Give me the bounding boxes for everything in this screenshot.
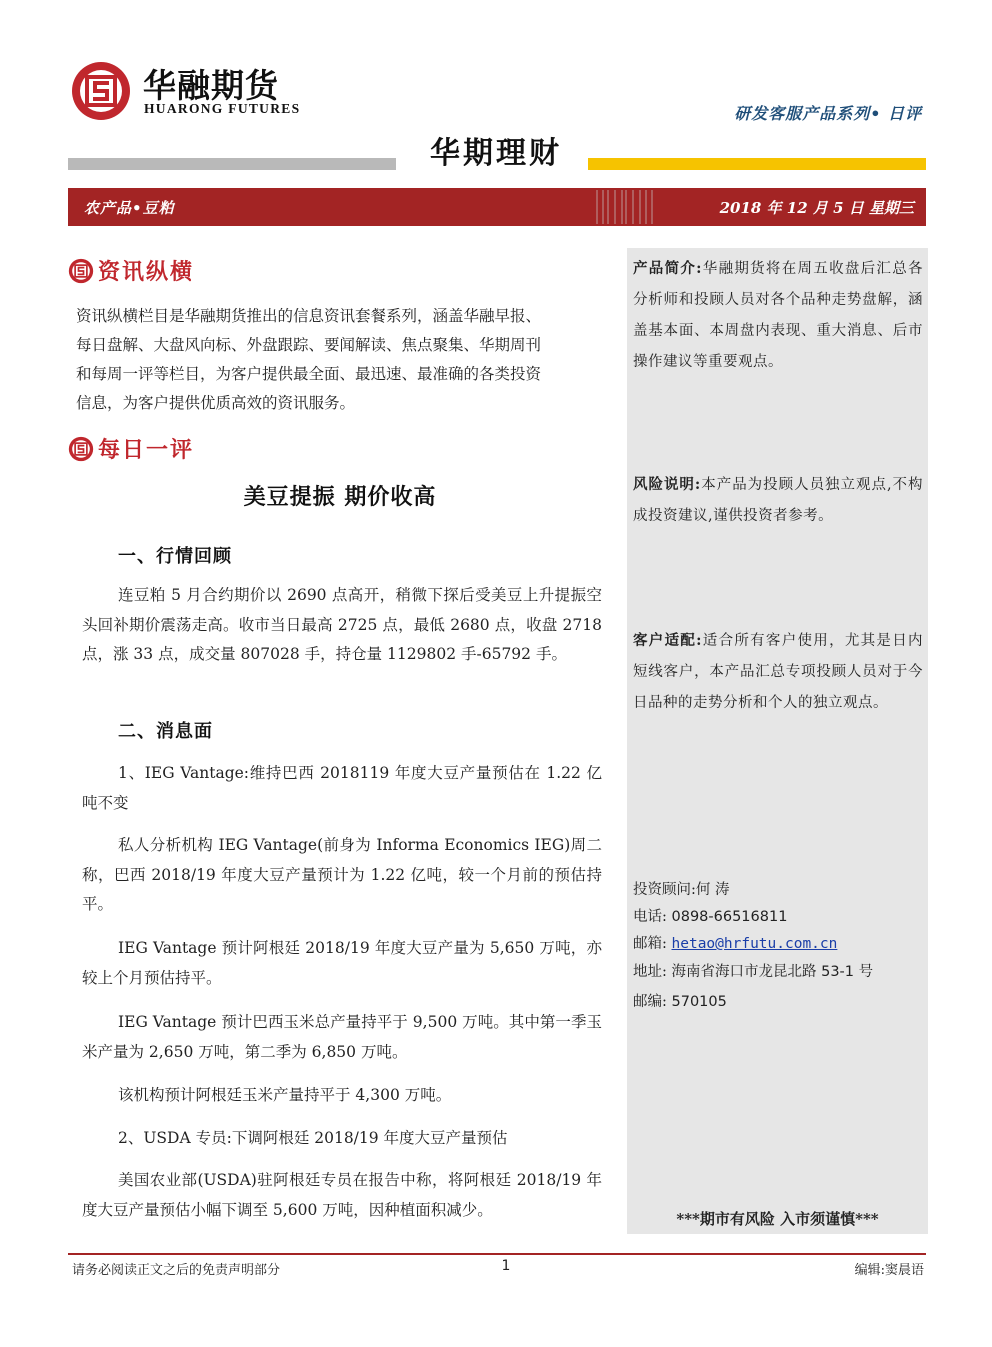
phone-line	[633, 905, 787, 926]
advisor-name: 投资顾问:何 涛	[633, 882, 730, 898]
page-title: 华期理财	[430, 136, 562, 171]
zip-label: 邮编:	[633, 994, 667, 1010]
address-text: 海南省海口市龙昆北路 53-1 号	[671, 964, 874, 980]
heading-news: 二、消息面	[118, 721, 213, 742]
paragraph-market-review: 连豆粕 5 月合约期价以 2690 点高开，稍微下探后受美豆上升提振空头回补期价震荡走高。收市当日最高 2725 点，最低 2680 点，收盘 2718 点，涨 33 点，成交量 807028 手，持仓量 1129802 手-65792 手。	[82, 586, 602, 663]
address-line	[633, 960, 873, 981]
zip-line	[633, 990, 727, 1011]
logo-chinese-name: 华融期货	[143, 66, 279, 105]
customer-fit	[633, 625, 923, 719]
header-yellow-bar	[588, 158, 926, 170]
footer-disclaimer: 请务必阅读正文之后的免责声明部分	[72, 1263, 281, 1278]
email-label: 邮箱:	[633, 936, 667, 952]
paragraph-ieg-corn: IEG Vantage 预计巴西玉米总产量持平于 9,500 万吨。其中第一季玉米产量为 2,650 万吨，第二季为 6,850 万吨。	[82, 1013, 602, 1061]
logo-english-name: HUARONG FUTURES	[144, 101, 301, 116]
band-stripes-decoration	[595, 190, 655, 224]
product-category: 农产品•豆粕	[84, 199, 175, 217]
product-series-label: 研发客服产品系列• 日评	[734, 104, 922, 123]
phone-number: 0898-66516811	[671, 909, 788, 925]
intro-line: 每日盘解、大盘风向标、外盘跟踪、要闻解读、焦点聚集、华期周刊	[76, 336, 542, 354]
product-intro-label: 产品简介:	[633, 260, 702, 277]
customer-fit-text: 适合所有客户使用，尤其是日内短线客户，本产品汇总专项投顾人员对于今日品种的走势分析和个人的独立观点。	[633, 633, 923, 711]
report-date: 2018 年 12 月 5 日 星期三	[719, 199, 914, 217]
paragraph-news-item-1: 1、IEG Vantage:维持巴西 2018119 年度大豆产量预估在 1.22 亿吨不变	[82, 764, 602, 812]
product-intro-text: 华融期货将在周五收盘后汇总各分析师和投顾人员对各个品种走势盘解，涵盖基本面、本周盘内表现、重大消息、后市操作建议等重要观点。	[633, 261, 923, 370]
paragraph-news-item-2: 2、USDA 专员:下调阿根廷 2018/19 年度大豆产量预估	[118, 1129, 508, 1147]
paragraph-usda: 美国农业部(USDA)驻阿根廷专员在报告中称，将阿根廷 2018/19 年度大豆产量预估小幅下调至 5,600 万吨，因种植面积减少。	[82, 1171, 602, 1219]
section-title-news: 资讯纵横	[98, 259, 195, 285]
section-title-daily-review: 每日一评	[98, 437, 195, 463]
footer-divider	[68, 1253, 926, 1255]
sidebar-panel	[627, 248, 928, 1234]
paragraph-ieg-brazil: 私人分析机构 IEG Vantage(前身为 Informa Economics IEG)周二称，巴西 2018/19 年度大豆产量预计为 1.22 亿吨，较一个月前的预估持平。	[82, 836, 602, 913]
email-link[interactable]: hetao@hrfutu.com.cn	[671, 936, 838, 952]
huarong-logo-icon	[68, 258, 94, 284]
risk-label: 风险说明:	[633, 476, 701, 493]
heading-market-review: 一、行情回顾	[118, 546, 232, 567]
huarong-logo-icon	[70, 60, 132, 122]
zip-code: 570105	[671, 994, 727, 1010]
product-intro	[633, 253, 923, 378]
page-number: 1	[501, 1258, 511, 1274]
address-label: 地址:	[633, 964, 667, 980]
risk-warning: ***期市有风险 入市须谨慎***	[676, 1210, 879, 1228]
paragraph-argentina-corn: 该机构预计阿根廷玉米产量持平于 4,300 万吨。	[118, 1086, 452, 1104]
intro-line: 信息，为客户提供优质高效的资讯服务。	[76, 394, 356, 412]
section-news-intro	[76, 302, 611, 418]
email-line	[633, 932, 837, 953]
footer-editor: 编辑:窦晨语	[854, 1263, 924, 1278]
phone-label: 电话:	[633, 909, 667, 925]
intro-line: 资讯纵横栏目是华融期货推出的信息资讯套餐系列，涵盖华融早报、	[76, 307, 542, 325]
customer-fit-label: 客户适配:	[633, 632, 702, 649]
article-title: 美豆提振 期价收高	[243, 484, 437, 510]
paragraph-ieg-argentina: IEG Vantage 预计阿根廷 2018/19 年度大豆产量为 5,650 万吨，亦较上个月预估持平。	[82, 939, 602, 987]
header-gray-bar	[68, 158, 396, 170]
huarong-logo-icon	[68, 436, 94, 462]
risk-statement	[633, 469, 923, 532]
risk-text: 本产品为投顾人员独立观点,不构成投资建议,谨供投资者参考。	[633, 477, 924, 524]
intro-line: 和每周一评等栏目，为客户提供最全面、最迅速、最准确的各类投资	[76, 365, 542, 383]
